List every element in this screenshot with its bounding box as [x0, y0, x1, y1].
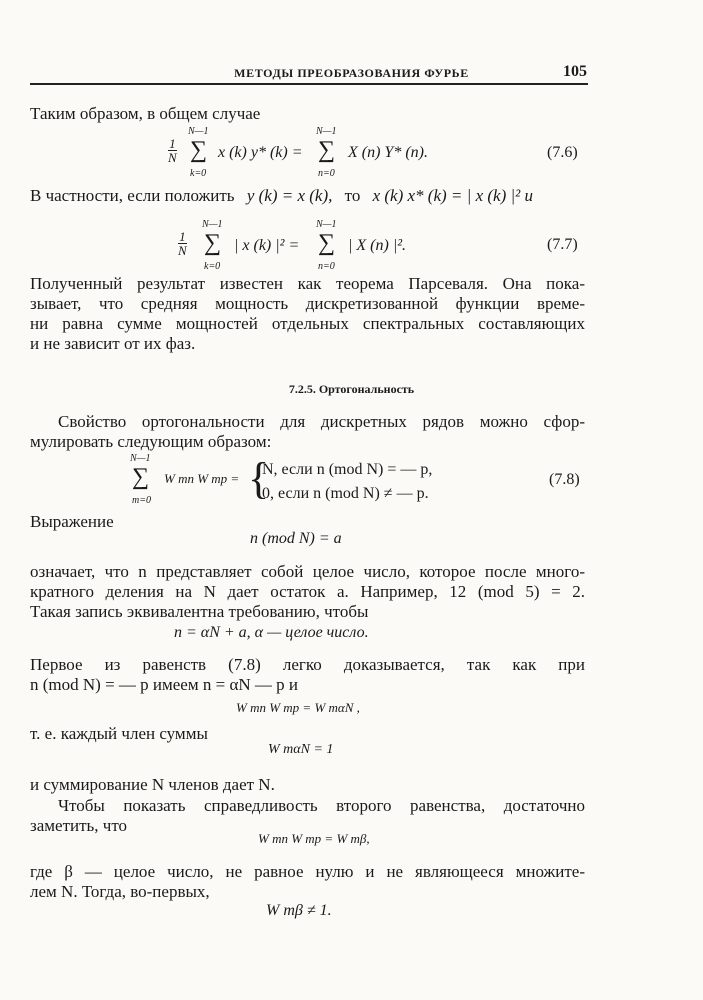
paragraph-special-case: [30, 186, 533, 206]
eq-7-6-left: x (k) y* (k) =: [218, 144, 303, 161]
sum-symbol-icon: ∑: [132, 464, 150, 490]
eq-7-7-sum-top-n: N—1: [316, 219, 337, 230]
text-line: Полученный результат известен как теорема Парсеваля. Она пока-: [30, 274, 585, 293]
eq-7-6-sum-bottom-n: n=0: [318, 168, 335, 179]
text-line: зывает, что средняя мощность дискретизованной функции време-: [30, 294, 585, 313]
section-heading: 7.2.5. Ортогональность: [288, 382, 415, 396]
sum-symbol-icon: ∑: [190, 137, 208, 163]
page-number: 105: [563, 63, 587, 80]
paragraph-orthogonality: [30, 412, 585, 452]
eq-7-8-sum-top: N—1: [130, 453, 151, 464]
eq-7-7-sum-top-k: N—1: [202, 219, 223, 230]
running-header-title: МЕТОДЫ ПРЕОБРАЗОВАНИЯ ФУРЬЕ: [234, 66, 469, 80]
paragraph-first-equality: [30, 655, 585, 695]
equation-w-2: W mαN = 1: [268, 742, 334, 757]
eq-7-8-case-2: 0, если n (mod N) ≠ — p.: [262, 485, 429, 502]
eq-7-8-body: W mn W mp =: [164, 471, 240, 486]
text-line: Первое из равенств (7.8) легко доказывается, так как при: [30, 655, 585, 674]
text-line: где β — целое число, не равное нулю и не являющееся множите-: [30, 862, 585, 881]
sum-symbol-icon: ∑: [318, 137, 336, 163]
text-line: Такая запись эквивалентна требованию, чтобы: [30, 602, 369, 621]
eq-7-7-left: | x (k) |² =: [234, 237, 300, 254]
equation-w-3: W mn W mp = W mβ,: [258, 831, 370, 846]
paragraph-parseval: [30, 274, 585, 354]
text-line: заметить, что: [30, 816, 128, 835]
label-summation: и суммирование N членов дает N.: [30, 775, 275, 794]
text-line: означает, что n представляет собой целое число, которое после много-: [30, 562, 585, 581]
eq-7-7-frac-den: N: [178, 243, 187, 258]
eq-7-7-right: | X (n) |².: [348, 237, 407, 254]
special-math-1: y (k) = x (k),: [246, 186, 333, 205]
eq-7-6-frac-num: 1: [169, 136, 176, 151]
special-lead: В частности, если положить: [30, 186, 235, 205]
equation-number-7-8: (7.8): [549, 471, 580, 488]
text-line: Свойство ортогональности для дискретных рядов можно сфор-: [58, 412, 585, 431]
equation-number-7-7: (7.7): [547, 236, 578, 253]
text-line: ни равна сумме мощностей отдельных спектральных составляющих: [30, 314, 585, 333]
text-line: n (mod N) = — p имеем n = αN — p и: [30, 675, 298, 694]
label-each-term: т. е. каждый член суммы: [30, 724, 208, 743]
paragraph-intro: Таким образом, в общем случае: [30, 104, 261, 123]
eq-7-7-frac-num: 1: [179, 229, 186, 244]
paragraph-second-equality: [30, 796, 585, 836]
equation-w-4: W mβ ≠ 1.: [266, 902, 332, 919]
paragraph-beta: [30, 862, 585, 902]
special-mid: то: [344, 186, 361, 205]
eq-7-8-case-1: N, если n (mod N) = — p,: [262, 461, 433, 478]
equation-w-1: W mn W mp = W mαN ,: [236, 700, 360, 715]
label-expression: Выражение: [30, 512, 114, 531]
eq-7-8-sum-bottom: m=0: [132, 495, 151, 506]
left-brace-icon: {: [248, 454, 270, 503]
paragraph-means: [30, 562, 585, 622]
text-line: лем N. Тогда, во-первых,: [30, 882, 210, 901]
eq-7-6-sum-top-n: N—1: [316, 126, 337, 137]
eq-7-6-sum-bottom-k: k=0: [190, 168, 207, 179]
eq-7-7-sum-bottom-k: k=0: [204, 261, 221, 272]
equation-number-7-6: (7.6): [547, 144, 578, 161]
text-line: и не зависит от их фаз.: [30, 334, 196, 353]
sum-symbol-icon: ∑: [318, 230, 336, 256]
eq-7-6-right: X (n) Y* (n).: [348, 144, 428, 161]
text-line: Чтобы показать справедливость второго равенства, достаточно: [58, 796, 585, 815]
text-line: кратного деления на N дает остаток a. Например, 12 (mod 5) = 2.: [30, 582, 585, 601]
text-line: мулировать следующим образом:: [30, 432, 272, 451]
eq-7-7-sum-bottom-n: n=0: [318, 261, 335, 272]
sum-symbol-icon: ∑: [204, 230, 222, 256]
eq-7-6-sum-top-k: N—1: [188, 126, 209, 137]
equation-mod: n (mod N) = a: [250, 530, 342, 547]
equation-alpha: n = αN + a, α — целое число.: [174, 624, 369, 641]
eq-7-6-frac-den: N: [168, 150, 177, 165]
special-math-2: x (k) x* (k) = | x (k) |² и: [372, 186, 533, 205]
header-rule: [30, 83, 588, 85]
